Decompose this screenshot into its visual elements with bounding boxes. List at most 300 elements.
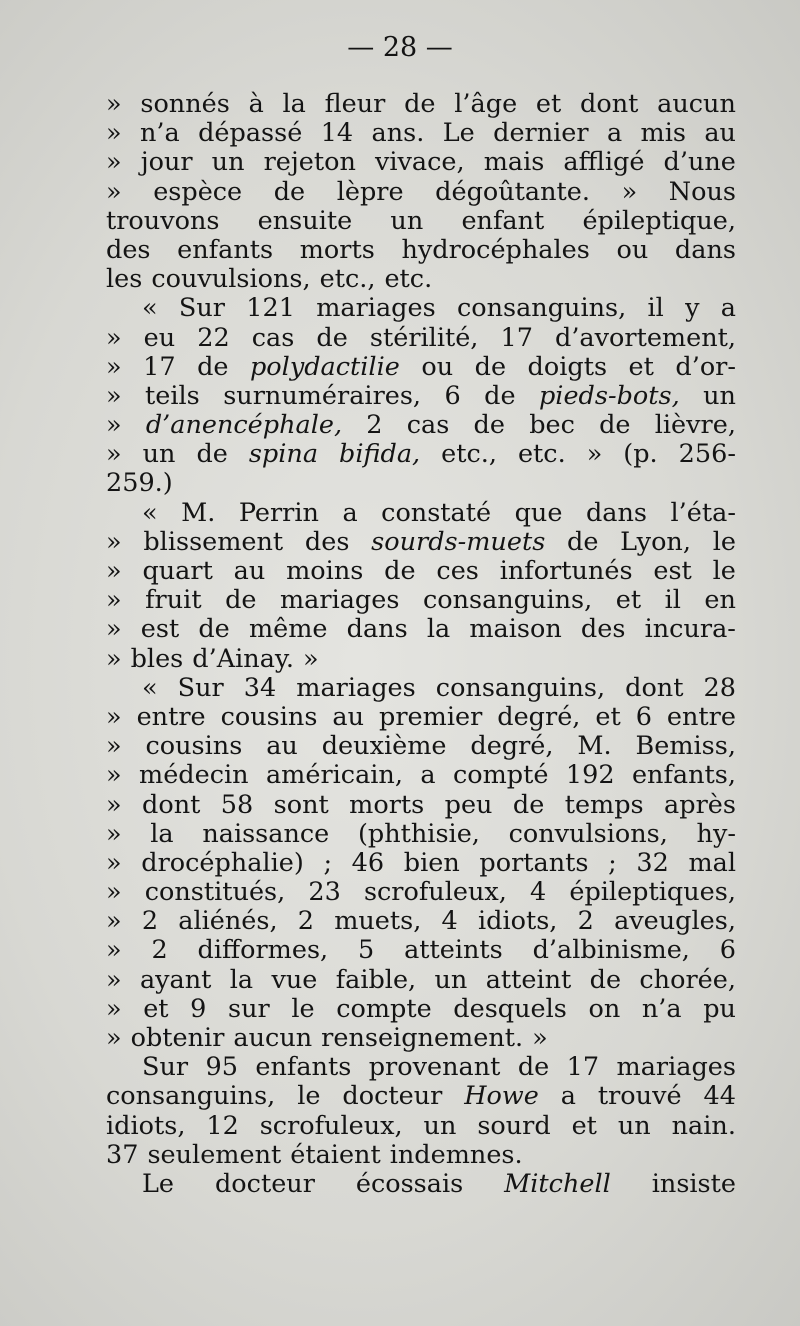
text-line [106, 353, 736, 382]
word: degré, [497, 701, 581, 732]
text-line [106, 178, 736, 207]
text-line [106, 469, 736, 498]
word: moins [286, 556, 364, 586]
text-line [106, 1141, 736, 1170]
word: » [106, 993, 122, 1024]
word: d’une [663, 147, 736, 178]
word: 2 [141, 906, 159, 937]
word: » [106, 643, 122, 674]
word: de [384, 556, 416, 586]
word: atteints [404, 935, 503, 966]
word: mis [640, 118, 686, 149]
word: « [142, 672, 158, 703]
word: docteur [214, 1168, 315, 1199]
word: aucun [657, 89, 736, 119]
page-number: — 28 — [347, 32, 453, 63]
word: de [567, 526, 599, 557]
word: morts [349, 789, 425, 820]
word: a [606, 118, 623, 149]
word: cas [251, 322, 295, 353]
word: de [273, 176, 306, 207]
word: d’or- [675, 351, 736, 382]
word: ou [616, 234, 649, 265]
word: idiots, [477, 906, 558, 937]
word: les [106, 264, 143, 295]
word: 32 [636, 847, 669, 878]
word: scrofuleux, [259, 1110, 403, 1141]
word: mariages [616, 1052, 736, 1083]
word: » [532, 1023, 548, 1053]
word: surnuméraires, [223, 380, 422, 411]
word: écossais [355, 1168, 464, 1199]
word: (p. [623, 439, 658, 470]
word: 17 [500, 322, 533, 353]
word: » [106, 701, 122, 732]
word: enfants, [631, 760, 736, 791]
word: constaté [381, 497, 492, 528]
word: la [150, 818, 174, 849]
word: sourd [477, 1110, 551, 1141]
text-line [106, 995, 736, 1024]
word: » [106, 935, 122, 966]
word: (phthisie, [357, 818, 480, 849]
word: ; [323, 847, 333, 878]
word: bles [130, 643, 184, 674]
word: » [106, 789, 122, 820]
word: docteur [342, 1081, 443, 1112]
word: est [140, 614, 180, 645]
word: consanguins, [422, 585, 593, 616]
word: mariages [296, 672, 416, 703]
word: » [106, 964, 122, 995]
word: Bemiss, [635, 731, 736, 762]
word: un [390, 205, 424, 236]
word: après [664, 789, 736, 820]
word: a [560, 1081, 576, 1112]
word: sourds-muets [371, 526, 546, 557]
word: mariages [280, 585, 400, 616]
word: stérilité, [369, 322, 479, 353]
word: la [229, 964, 254, 995]
text-line [106, 90, 736, 119]
word: en [704, 585, 736, 616]
word: d’avortement, [555, 322, 736, 353]
word: un [211, 147, 245, 178]
word: et [535, 89, 562, 119]
word: même [248, 614, 328, 645]
word: un [423, 1110, 457, 1141]
word: sont [273, 789, 329, 820]
word: 2 [297, 906, 314, 937]
word: vivace, [374, 147, 465, 178]
word: » [106, 760, 122, 791]
text-line [142, 294, 736, 323]
word: difformes, [197, 935, 329, 966]
word: a [720, 293, 736, 324]
word: le [712, 526, 736, 557]
word: de [225, 585, 257, 616]
word: de [512, 789, 545, 820]
word: dépassé [198, 118, 303, 149]
text-line [106, 1024, 736, 1053]
word: 6 [444, 380, 461, 411]
word: entre [136, 701, 206, 732]
word: au [704, 118, 736, 149]
word: la [282, 89, 306, 119]
word: » [303, 643, 319, 674]
word: temps [564, 789, 644, 820]
word: dernier [493, 118, 589, 149]
word: trouvé [597, 1081, 682, 1112]
word: drocéphalie) [141, 847, 304, 878]
word: y [685, 293, 700, 324]
word: rejeton [263, 147, 356, 178]
word: aliénés, [178, 906, 278, 937]
word: de [474, 351, 507, 382]
text-line [106, 732, 736, 761]
word: Perrin [238, 497, 319, 528]
word: et [615, 585, 642, 616]
word: « [142, 497, 158, 528]
word: maison [469, 614, 562, 645]
word: 256- [678, 439, 736, 470]
word: il [647, 293, 664, 324]
word: morts [299, 234, 375, 265]
word: 192 [565, 760, 615, 791]
word: 2 [151, 935, 168, 966]
word: lièvre, [654, 410, 736, 441]
word: 6 [719, 935, 736, 966]
word: etc., [319, 264, 376, 295]
word: mais [483, 147, 545, 178]
word: degré, [470, 731, 554, 762]
word: faible, [335, 964, 417, 995]
word: portants [479, 847, 589, 878]
word: de [473, 410, 505, 441]
word: 6 [635, 701, 652, 732]
word: la [426, 614, 451, 645]
word: enfants [255, 1052, 352, 1083]
word: 5 [357, 935, 375, 966]
word: de [589, 964, 622, 995]
word: ces [436, 556, 479, 586]
word: enfants [177, 234, 274, 265]
word: » [106, 731, 122, 762]
word: 12 [206, 1110, 239, 1141]
word: et [143, 993, 169, 1024]
word: étaient [290, 1139, 381, 1170]
word: des [106, 234, 151, 265]
word: M. [577, 731, 612, 762]
word: Sur [177, 672, 224, 703]
word: « [142, 293, 158, 324]
word: » [106, 176, 122, 207]
word: incura- [644, 614, 736, 645]
word: 23 [308, 877, 341, 908]
word: 4 [530, 877, 547, 908]
word: » [586, 439, 603, 470]
word: 44 [703, 1081, 736, 1112]
word: sonnés [140, 89, 230, 119]
word: » [106, 906, 122, 937]
word: jour [140, 147, 193, 178]
word: d’albinisme, [532, 935, 690, 966]
word: infortunés [499, 556, 633, 586]
word: ensuite [257, 205, 353, 236]
text-line [106, 557, 736, 586]
word: 95 [205, 1052, 238, 1083]
word: seulement [147, 1139, 282, 1170]
word: l’éta- [670, 497, 736, 528]
word: au [233, 556, 266, 586]
word: consanguins, [435, 672, 606, 703]
word: scrofuleux, [363, 877, 507, 908]
word: Le [142, 1168, 175, 1199]
word: que [514, 497, 563, 528]
word: bec [529, 410, 575, 441]
word: au [266, 731, 298, 762]
word: le [712, 556, 736, 586]
word: Mitchell [504, 1168, 611, 1199]
word: » [106, 847, 122, 878]
text-line [142, 499, 736, 528]
word: de [404, 89, 436, 119]
word: américain, [265, 760, 403, 791]
word: un [703, 380, 736, 411]
word: 9 [190, 993, 207, 1024]
word: fleur [324, 89, 386, 119]
word: premier [379, 701, 483, 732]
word: de [316, 322, 348, 353]
word: mariages [316, 293, 436, 324]
word: n’a [641, 993, 682, 1024]
word: eu [143, 322, 176, 353]
word: dont [580, 89, 639, 119]
word: couvulsions, [151, 264, 311, 295]
text-line [106, 440, 736, 469]
word: » [106, 351, 122, 382]
word: compté [452, 760, 549, 791]
text-line [142, 1170, 736, 1199]
word: » [106, 89, 122, 119]
word: enfant [461, 205, 545, 236]
word: » [106, 118, 122, 149]
word: idiots, [106, 1110, 186, 1141]
word: dont [142, 789, 201, 820]
word: fruit [145, 585, 202, 616]
text-line [106, 236, 736, 265]
word: d’Ainay. [192, 643, 295, 674]
word: consanguins, [106, 1081, 276, 1112]
word: 34 [243, 672, 277, 703]
word: » [106, 410, 122, 441]
word: 2 [577, 906, 594, 937]
word: Lyon, [620, 526, 691, 557]
word: » [106, 556, 122, 586]
text-line [106, 936, 736, 965]
word: 22 [197, 322, 230, 353]
word: espèce [153, 176, 243, 207]
word: des [304, 526, 350, 557]
word: il [664, 585, 681, 616]
word: ou [421, 351, 454, 382]
word: vue [271, 964, 318, 995]
word: provenant [368, 1052, 501, 1083]
word: est [653, 556, 692, 586]
text-line [106, 265, 736, 294]
word: » [621, 176, 638, 207]
word: blissement [143, 526, 284, 557]
word: n’a [139, 118, 180, 149]
word: » [106, 877, 122, 908]
word: ; [608, 847, 617, 878]
word: et [595, 701, 621, 732]
word: consanguins, [456, 293, 627, 324]
word: deuxième [321, 731, 447, 762]
text-line [106, 761, 736, 790]
word: M. [181, 497, 216, 528]
word: muets, [334, 906, 422, 937]
word: on [588, 993, 621, 1024]
word: aveugles, [614, 906, 736, 937]
word: épileptiques, [569, 877, 736, 908]
word: de [599, 410, 631, 441]
text-line [106, 382, 736, 411]
text-line [106, 586, 736, 615]
word: insiste [651, 1168, 736, 1199]
word: un [434, 964, 468, 995]
text-line [106, 849, 736, 878]
word: etc. [517, 439, 566, 470]
word: » [106, 526, 122, 557]
word: et [628, 351, 654, 382]
word: indemnes. [389, 1139, 523, 1170]
text-line [142, 1053, 736, 1082]
text-line [106, 148, 736, 177]
word: quart [142, 556, 213, 586]
word: » [106, 585, 122, 616]
word: de [198, 614, 230, 645]
word: etc. [384, 264, 433, 295]
word: teils [145, 380, 200, 411]
word: Sur [142, 1052, 189, 1083]
word: hydrocéphales [401, 234, 590, 265]
word: dégoûtante. [435, 176, 591, 207]
word: entre [666, 701, 736, 732]
text-line [106, 878, 736, 907]
word: naissance [202, 818, 330, 849]
text-line [106, 1082, 736, 1111]
word: compte [336, 993, 432, 1024]
word: 17 [143, 351, 176, 382]
word: 259.) [106, 468, 173, 499]
word: le [297, 1081, 321, 1112]
word: de [197, 351, 229, 382]
word: cousins [145, 731, 243, 762]
word: a [420, 760, 436, 791]
word: peu [444, 789, 493, 820]
word: Nous [668, 176, 736, 207]
text-line [106, 820, 736, 849]
word: ayant [139, 964, 212, 995]
word: convulsions, [508, 818, 668, 849]
word: » [106, 1023, 122, 1053]
word: dans [585, 497, 648, 528]
text-line [106, 207, 736, 236]
word: Le [442, 118, 475, 149]
word: de [196, 439, 228, 470]
text-line [106, 1112, 736, 1141]
word: un [142, 439, 176, 470]
word: le [291, 993, 315, 1024]
word: » [106, 380, 122, 411]
word: 4 [441, 906, 458, 937]
word: aucun [233, 1023, 313, 1053]
word: doigts [527, 351, 608, 382]
word: l’âge [454, 89, 518, 119]
word: » [106, 614, 122, 645]
text-line [106, 324, 736, 353]
text-line [106, 645, 736, 674]
word: polydactilie [249, 351, 400, 382]
word: épileptique, [582, 205, 736, 236]
text-line [106, 411, 736, 440]
word: a [342, 497, 358, 528]
word: nain. [671, 1110, 736, 1141]
word: de [517, 1052, 550, 1083]
word: » [106, 322, 122, 353]
text-line [106, 703, 736, 732]
word: affligé [563, 147, 645, 178]
word: pieds-bots, [538, 380, 680, 411]
word: 121 [246, 293, 295, 324]
word: hy- [696, 818, 736, 849]
word: des [580, 614, 626, 645]
word: cousins [220, 701, 318, 732]
word: dont [625, 672, 684, 703]
text-line [106, 615, 736, 644]
word: et [571, 1110, 597, 1141]
word: spina [248, 439, 319, 470]
word: atteint [485, 964, 572, 995]
word: desquels [453, 993, 567, 1024]
word: 17 [566, 1052, 600, 1083]
word: 46 [351, 847, 385, 878]
word: chorée, [639, 964, 736, 995]
word: » [106, 818, 122, 849]
word: pu [703, 993, 736, 1024]
word: dans [674, 234, 736, 265]
word: médecin [139, 760, 249, 791]
word: obtenir [130, 1023, 225, 1053]
word: » [106, 439, 122, 470]
word: 2 [366, 410, 383, 441]
word: bifida, [339, 439, 421, 470]
text-line [106, 966, 736, 995]
word: renseignement. [321, 1023, 524, 1053]
word: dans [346, 614, 408, 645]
word: cas [406, 410, 450, 441]
word: ans. [371, 118, 425, 149]
word: lèpre [336, 176, 404, 207]
word: Sur [178, 293, 225, 324]
word: à [248, 89, 264, 119]
text-line [106, 907, 736, 936]
text-line [106, 791, 736, 820]
word: 28 [703, 672, 736, 703]
word: » [106, 147, 122, 178]
word: constitués, [144, 877, 286, 908]
